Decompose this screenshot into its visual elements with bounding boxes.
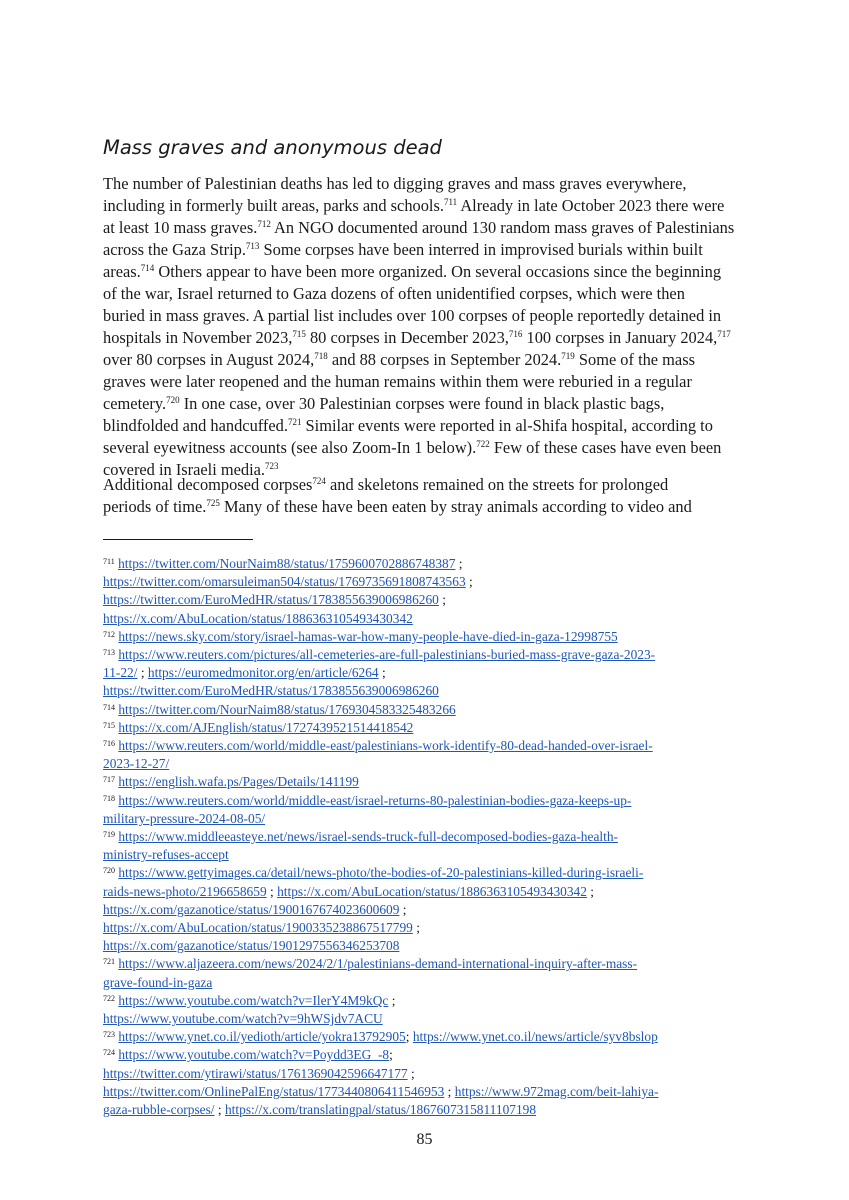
- footnote-link[interactable]: https://twitter.com/NourNaim88/status/1769304583325483266: [118, 701, 456, 717]
- body-paragraph-2: [103, 474, 753, 518]
- footnote-line: https://twitter.com/ytirawi/status/1761369042596647177 ;: [103, 1065, 415, 1081]
- footnote-line: $^{724}$ https://www.youtube.com/watch?v=Poydd3EG_-8;: [103, 1047, 393, 1063]
- footnote-line: [103, 974, 753, 992]
- footnote-link[interactable]: https://x.com/gazanotice/status/1901297556346253708: [103, 938, 400, 954]
- footnote-link[interactable]: raids-news-photo/2196658659: [103, 883, 267, 899]
- footnote-link[interactable]: https://www.ynet.co.il/yedioth/article/yokra13792905: [118, 1029, 406, 1045]
- footnote-ref[interactable]: 722: [476, 439, 490, 449]
- paragraph-line: Additional decomposed corpses$^{724}$ and skeletons remained on the streets for prolonged: [103, 475, 669, 494]
- footnote-line: 11-22/ ; https://euromedmonitor.org/en/article/6264 ;: [103, 665, 386, 681]
- footnote-link[interactable]: ministry-refuses-accept: [103, 847, 229, 863]
- footnote-number: 711: [103, 557, 115, 566]
- footnote-link[interactable]: https://www.youtube.com/watch?v=9hWSjdv7ACU: [103, 1011, 383, 1027]
- footnote-line: $^{723}$ https://www.ynet.co.il/yedioth/article/yokra13792905; https://www.ynet.co.il/news/article/syv8bslop: [103, 1029, 658, 1045]
- paragraph-line: across the Gaza Strip.$^{713}$ Some corpses have been interred in improvised burials within built: [103, 240, 703, 259]
- footnote-number: 719: [103, 830, 115, 840]
- footnote-line: [103, 828, 753, 846]
- footnote-number: 723: [103, 1030, 115, 1040]
- footnote-link[interactable]: https://twitter.com/EuroMedHR/status/1783855639006986260: [103, 592, 439, 608]
- paragraph-line: hospitals in November 2023,$^{715}$ 80 corpses in December 2023,$^{716}$ 100 corpses in January 2024,$^{717}$: [103, 328, 731, 347]
- footnote-ref[interactable]: 716: [508, 329, 523, 339]
- footnote-link[interactable]: https://twitter.com/EuroMedHR/status/1783855639006986260: [103, 683, 439, 699]
- footnote-number: 714: [103, 702, 115, 712]
- page-number: 85: [416, 1131, 433, 1148]
- footnote-link[interactable]: https://www.youtube.com/watch?v=Poydd3EG_-8: [118, 1047, 390, 1063]
- paragraph-line: covered in Israeli media.$^{723}$: [103, 460, 279, 479]
- footnote-link[interactable]: https://x.com/AJEnglish/status/1727439521514418542: [118, 719, 414, 735]
- footnote-ref[interactable]: 719: [561, 351, 575, 361]
- footnotes: [103, 555, 753, 1119]
- footnote-separator: [103, 539, 253, 540]
- footnote-link[interactable]: https://x.com/AbuLocation/status/1900335238867517799: [103, 920, 413, 936]
- footnote-number: 712: [103, 629, 115, 639]
- footnote-ref[interactable]: 712: [257, 219, 271, 229]
- footnote-link[interactable]: military-pressure-2024-08-05/: [103, 810, 266, 826]
- footnote-line: [103, 737, 753, 755]
- footnote-line: https://twitter.com/EuroMedHR/status/1783855639006986260 ;: [103, 592, 446, 608]
- footnote-line: $^{711}$ https://twitter.com/NourNaim88/status/1759600702886748387 ;: [103, 556, 463, 571]
- footnote-number: 722: [103, 993, 115, 1003]
- footnote-line: [103, 646, 753, 664]
- footnote-link[interactable]: https://x.com/AbuLocation/status/1886363105493430342: [277, 883, 587, 899]
- footnote-ref[interactable]: 713: [245, 241, 260, 251]
- footnote-ref[interactable]: 721: [287, 417, 302, 427]
- paragraph-line: including in formerly built areas, parks and schools.$^{711}$ Already in late October 2023 there were: [103, 196, 725, 215]
- section-heading: Mass graves and anonymous dead: [103, 136, 442, 159]
- footnote-line: [103, 846, 753, 864]
- footnote-number: 718: [103, 793, 115, 803]
- footnote-link[interactable]: https://www.reuters.com/world/middle-east/palestinians-work-identify-80-dead-handed-over-israel-: [118, 738, 653, 754]
- footnote-link[interactable]: https://twitter.com/ytirawi/status/1761369042596647177: [103, 1065, 408, 1081]
- footnote-line: [103, 792, 753, 810]
- footnote-link[interactable]: 2023-12-27/: [103, 756, 170, 772]
- paragraph-line: graves were later reopened and the human remains within them were reburied in a regular: [103, 372, 692, 391]
- paragraph-line: of the war, Israel returned to Gaza dozens of often unidentified corpses, which were then: [103, 284, 685, 303]
- footnote-link[interactable]: https://www.aljazeera.com/news/2024/2/1/palestinians-demand-international-inquiry-after-mass-: [118, 956, 638, 972]
- footnote-ref[interactable]: 725: [206, 498, 220, 508]
- footnote-line: https://x.com/AbuLocation/status/1900335238867517799 ;: [103, 920, 420, 936]
- footnote-link[interactable]: https://x.com/translatingpal/status/1867607315811107198: [224, 1102, 537, 1118]
- footnote-ref[interactable]: 717: [717, 329, 731, 339]
- footnote-link[interactable]: https://twitter.com/NourNaim88/status/1759600702886748387: [118, 556, 456, 571]
- paragraph-line: periods of time.$^{725}$ Many of these have been eaten by stray animals according to video and: [103, 497, 692, 516]
- footnote-line: [103, 701, 753, 719]
- footnote-ref[interactable]: 718: [314, 351, 328, 361]
- footnote-number: 716: [103, 739, 115, 749]
- footnote-ref[interactable]: 714: [140, 263, 155, 273]
- footnote-link[interactable]: https://www.972mag.com/beit-lahiya-: [454, 1083, 659, 1099]
- footnote-link[interactable]: https://www.reuters.com/world/middle-east/israel-returns-80-palestinian-bodies-gaza-keeps-up-: [118, 792, 632, 808]
- footnote-line: https://x.com/gazanotice/status/1900167674023600609 ;: [103, 901, 407, 917]
- footnote-link[interactable]: https://www.ynet.co.il/news/article/syv8bslop: [412, 1029, 658, 1045]
- footnote-link[interactable]: https://www.gettyimages.ca/detail/news-photo/the-bodies-of-20-palestinians-killed-during-israeli-: [118, 865, 644, 881]
- footnote-line: [103, 864, 753, 882]
- footnote-number: 717: [103, 775, 115, 785]
- footnote-line: [103, 610, 753, 628]
- footnote-link[interactable]: 11-22/: [103, 665, 138, 681]
- body-paragraph-1: [103, 173, 753, 481]
- footnote-line: https://twitter.com/omarsuleiman504/status/1769735691808743563 ;: [103, 574, 473, 590]
- footnote-link[interactable]: https://www.middleeasteye.net/news/israel-sends-truck-full-decomposed-bodies-gaza-health-: [118, 829, 618, 845]
- footnote-line: [103, 955, 753, 973]
- footnote-line: [103, 773, 753, 791]
- footnote-number: 721: [103, 957, 115, 967]
- paragraph-line: blindfolded and handcuffed.$^{721}$ Similar events were reported in al-Shifa hospital, according to: [103, 416, 713, 435]
- footnote-link[interactable]: https://twitter.com/OnlinePalEng/status/1773440806411546953: [103, 1083, 445, 1099]
- footnote-ref[interactable]: 715: [292, 329, 306, 339]
- paragraph-line: areas.$^{714}$ Others appear to have been more organized. On several occasions since the beginning: [103, 262, 722, 281]
- paragraph-line: at least 10 mass graves.$^{712}$ An NGO documented around 130 random mass graves of Palestinians: [103, 218, 735, 237]
- footnote-link[interactable]: https://euromedmonitor.org/en/article/6264: [147, 665, 379, 681]
- footnote-line: $^{722}$ https://www.youtube.com/watch?v=IlerY4M9kQc ;: [103, 992, 396, 1008]
- footnote-line: raids-news-photo/2196658659 ; https://x.com/AbuLocation/status/1886363105493430342 ;: [103, 883, 595, 899]
- paragraph-line: The number of Palestinian deaths has led to digging graves and mass graves everywhere,: [103, 174, 687, 193]
- paragraph-line: cemetery.$^{720}$ In one case, over 30 Palestinian corpses were found in black plastic bags,: [103, 394, 665, 413]
- footnote-link[interactable]: gaza-rubble-corpses/: [103, 1102, 215, 1118]
- footnote-line: https://twitter.com/OnlinePalEng/status/1773440806411546953 ; https://www.972mag.com/beit-lahiya-: [103, 1083, 659, 1099]
- footnote-line: [103, 755, 753, 773]
- footnote-link[interactable]: https://twitter.com/omarsuleiman504/status/1769735691808743563: [103, 574, 466, 590]
- footnote-number: 720: [103, 866, 115, 876]
- footnote-line: [103, 810, 753, 828]
- footnote-link[interactable]: https://news.sky.com/story/israel-hamas-war-how-many-people-have-died-in-gaza-12998755: [118, 628, 618, 644]
- footnote-link[interactable]: https://x.com/gazanotice/status/1900167674023600609: [103, 901, 400, 917]
- footnote-link[interactable]: https://www.youtube.com/watch?v=IlerY4M9kQc: [118, 992, 389, 1008]
- footnote-link[interactable]: https://x.com/AbuLocation/status/1886363105493430342: [103, 610, 413, 626]
- paragraph-line: over 80 corpses in August 2024,$^{718}$ and 88 corpses in September 2024.$^{719}$ Some of the mass: [103, 350, 695, 369]
- footnote-link[interactable]: grave-found-in-gaza: [103, 974, 213, 990]
- footnote-line: [103, 719, 753, 737]
- footnote-line: gaza-rubble-corpses/ ; https://x.com/translatingpal/status/1867607315811107198: [103, 1102, 537, 1118]
- footnote-link[interactable]: https://english.wafa.ps/Pages/Details/141199: [118, 774, 359, 790]
- footnote-ref[interactable]: 723: [265, 461, 279, 471]
- paragraph-line: several eyewitness accounts (see also Zoom-In 1 below).$^{722}$ Few of these cases have even been: [103, 438, 722, 457]
- footnote-line: [103, 682, 753, 700]
- footnote-number: 724: [103, 1048, 115, 1058]
- paragraph-line: buried in mass graves. A partial list includes over 100 corpses of people reportedly detained in: [103, 306, 722, 325]
- footnote-line: [103, 1010, 753, 1028]
- footnote-ref[interactable]: 720: [166, 395, 180, 405]
- footnote-number: 715: [103, 720, 115, 730]
- footnote-link[interactable]: https://www.reuters.com/pictures/all-cemeteries-are-full-palestinians-buried-mass-grave-gaza-2023-: [118, 647, 656, 663]
- footnote-line: [103, 628, 753, 646]
- footnote-line: [103, 937, 753, 955]
- footnote-ref[interactable]: 724: [312, 476, 326, 486]
- footnote-number: 713: [103, 648, 115, 658]
- footnote-ref[interactable]: 711: [443, 197, 458, 207]
